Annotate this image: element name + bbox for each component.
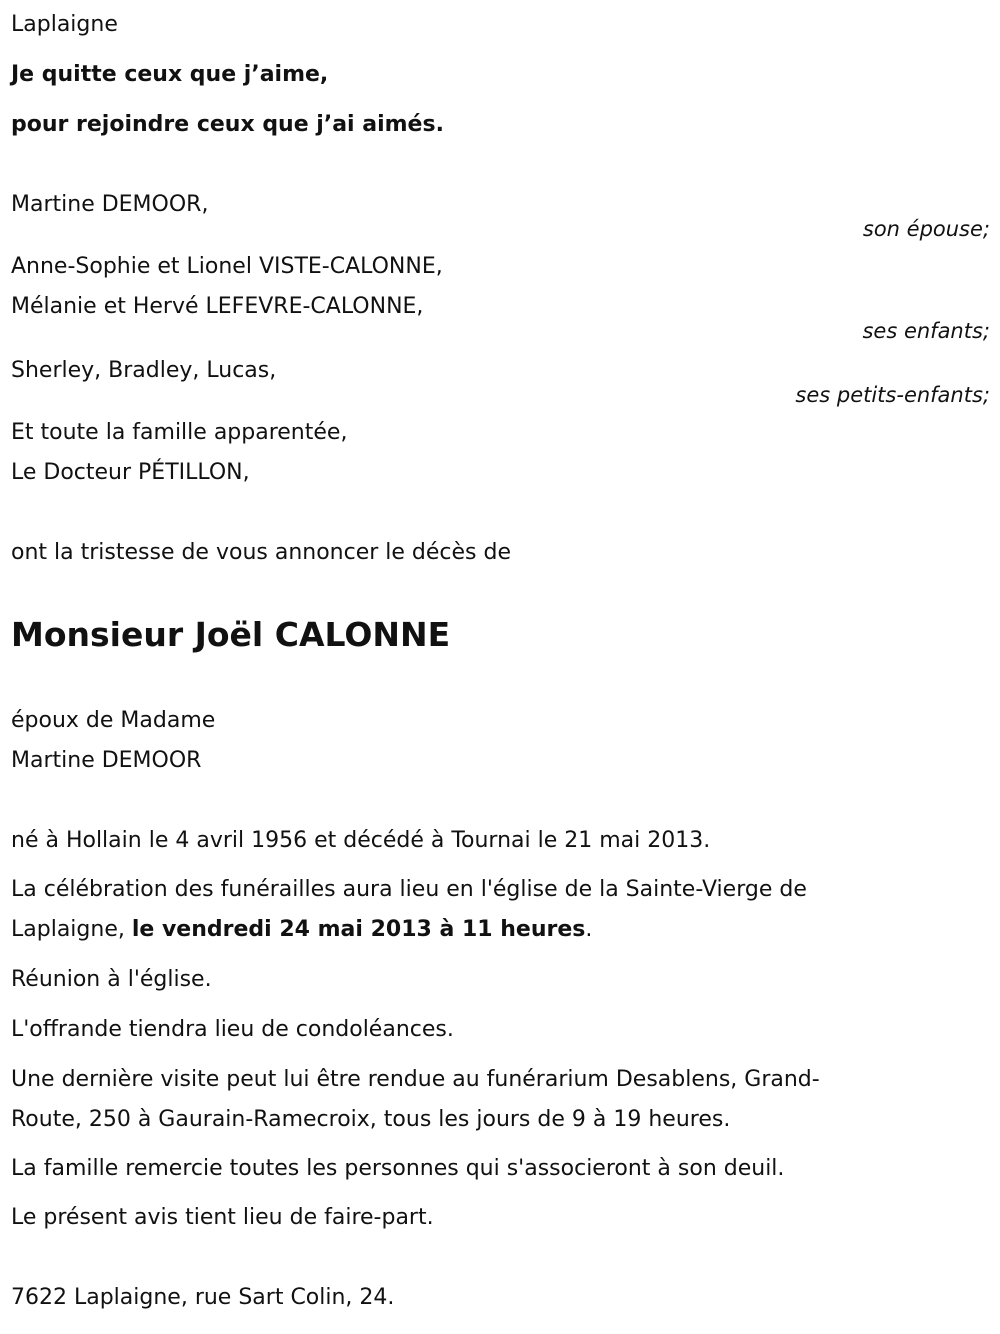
thanks: La famille remercie toutes les personnes qui s'associeront à son deuil. xyxy=(11,1156,785,1181)
grandchildren: Sherley, Bradley, Lucas, xyxy=(11,358,277,383)
meeting: Réunion à l'église. xyxy=(11,967,212,992)
child-1: Anne-Sophie et Lionel VISTE-CALONNE, xyxy=(11,254,443,279)
ceremony-place: Laplaigne, xyxy=(11,917,132,942)
child-2: Mélanie et Hervé LEFEVRE-CALONNE, xyxy=(11,294,424,319)
deceased-name: Monsieur Joël CALONNE xyxy=(11,615,451,654)
doctor: Le Docteur PÉTILLON, xyxy=(11,460,250,485)
place-header: Laplaigne xyxy=(11,12,118,37)
quote-line-1: Je quitte ceux que j’aime, xyxy=(11,62,329,87)
ceremony-date: le vendredi 24 mai 2013 à 11 heures xyxy=(131,917,586,942)
spouse-name: Martine DEMOOR, xyxy=(11,192,209,217)
ceremony-end: . xyxy=(585,917,593,942)
spouse-of-2: Martine DEMOOR xyxy=(11,748,202,773)
spouse-role: son épouse; xyxy=(862,217,990,241)
notice: Le présent avis tient lieu de faire-part. xyxy=(11,1205,434,1230)
address: 7622 Laplaigne, rue Sart Colin, 24. xyxy=(11,1285,395,1310)
offering: L'offrande tiendra lieu de condoléances. xyxy=(11,1017,454,1042)
quote-line-2: pour rejoindre ceux que j’ai aimés. xyxy=(11,112,444,137)
children-role: ses enfants; xyxy=(862,319,990,343)
announcement: ont la tristesse de vous annoncer le décès de xyxy=(11,540,512,565)
other-family: Et toute la famille apparentée, xyxy=(11,420,348,445)
visit-line-1: Une dernière visite peut lui être rendue au funérarium Desablens, Grand- xyxy=(11,1067,820,1092)
birth-death: né à Hollain le 4 avril 1956 et décédé à Tournai le 21 mai 2013. xyxy=(11,828,711,853)
ceremony-line-2 xyxy=(11,915,592,945)
grandchildren-role: ses petits-enfants; xyxy=(795,383,990,407)
visit-line-2: Route, 250 à Gaurain-Ramecroix, tous les jours de 9 à 19 heures. xyxy=(11,1107,731,1132)
spouse-of-1: époux de Madame xyxy=(11,708,216,733)
ceremony-line-1: La célébration des funérailles aura lieu en l'église de la Sainte-Vierge de xyxy=(11,877,807,902)
